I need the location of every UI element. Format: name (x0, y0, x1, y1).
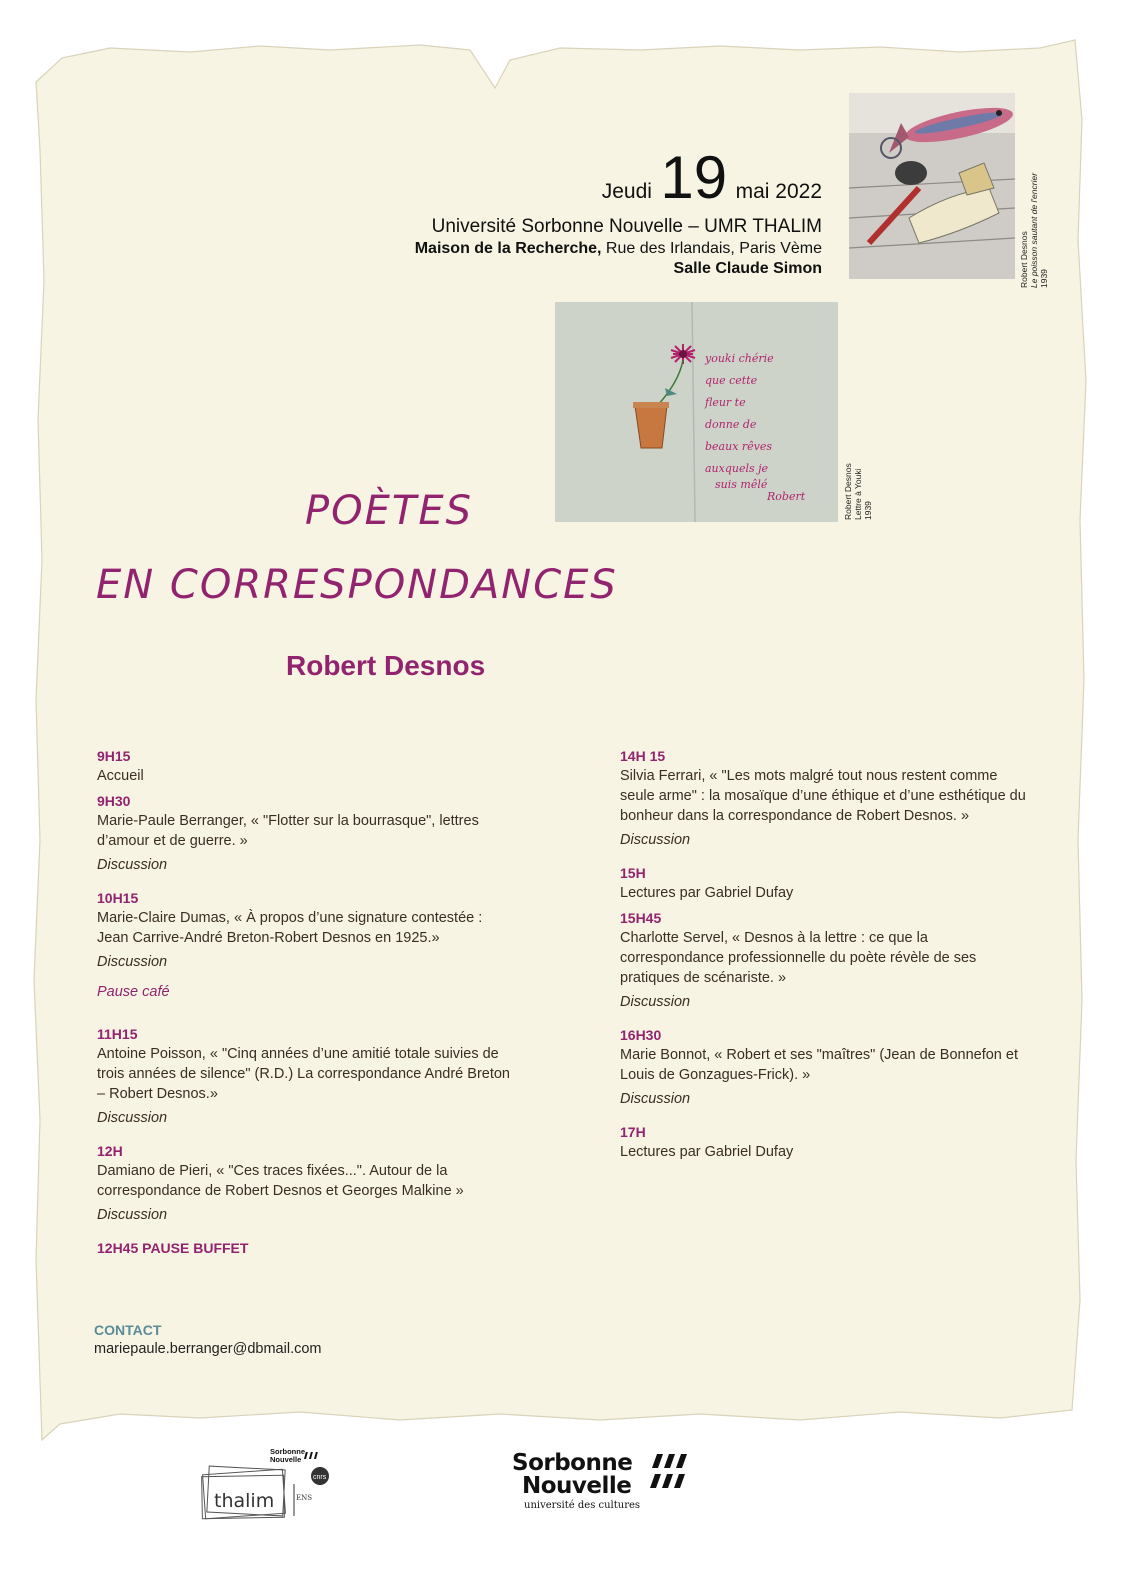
session-desc: Marie-Claire Dumas, « À propos d’une signature contestée : Jean Carrive-André Breton-Robert Desnos en 1925.» (97, 910, 483, 946)
date-month-year: mai 2022 (735, 180, 822, 203)
program-item (97, 1141, 517, 1225)
cnrs-mark: cnrs (313, 1474, 327, 1481)
date-day-number: 19 (660, 144, 728, 211)
sorbonne-wordmark-line1: Sorbonne (512, 1450, 633, 1476)
lunch-buffet: 12H45 PAUSE BUFFET (97, 1240, 249, 1256)
letter-line: fleur te (705, 396, 746, 409)
contact-email[interactable]: mariepaule.berranger@dbmail.com (94, 1341, 322, 1357)
title-line-2: EN CORRESPONDANCES (96, 562, 618, 608)
program-item (620, 1025, 1032, 1109)
program-item (620, 908, 1032, 1012)
caption-year: 1939 (863, 501, 873, 520)
session-time: 17H (620, 1124, 646, 1140)
program-item (97, 1024, 517, 1128)
session-time: 11H15 (97, 1026, 138, 1042)
date-day-word: Jeudi (601, 180, 652, 203)
session-time: 12H (97, 1143, 123, 1159)
artwork-letter-youki (555, 302, 838, 522)
session-time: 10H15 (97, 890, 139, 906)
session-discussion: Discussion (97, 1207, 168, 1223)
session-discussion: Discussion (620, 994, 691, 1010)
room: Salle Claude Simon (673, 260, 822, 277)
venue-name: Maison de la Recherche, (414, 240, 602, 257)
program-item (97, 746, 517, 786)
sorbonne-tagline: université des cultures (524, 1500, 641, 1511)
letter-line: youki chérie (705, 352, 774, 365)
sorbonne-stripes-icon (650, 1454, 687, 1488)
coffee-break: Pause café (97, 984, 170, 1000)
caption-title: Le poisson sautant de l'encrier (1029, 172, 1039, 288)
caption-author: Robert Desnos (843, 463, 853, 520)
event-date (520, 144, 822, 211)
session-discussion: Discussion (620, 832, 691, 848)
program-afternoon (620, 746, 1032, 1167)
artwork-letter-caption (843, 463, 873, 520)
session-desc: Silvia Ferrari, « "Les mots malgré tout nous restent comme seule arme" : la mosaïque d’une éthique et d’une esthétique du bonheur dans la correspondance de Robert Desnos. » (620, 768, 1026, 824)
caption-year: 1939 (1039, 269, 1049, 288)
session-desc: Damiano de Pieri, « "Ces traces fixées...". Autour de la correspondance de Robert Desnos et Georges Malkine » (97, 1163, 464, 1199)
ens-mark: ENS (296, 1494, 313, 1502)
letter-line: Robert (767, 490, 806, 503)
caption-title: Lettre à Youki (853, 468, 863, 520)
letter-line: que cette (705, 374, 758, 387)
letter-line: suis mêlé (715, 478, 768, 491)
session-desc: Marie-Paule Berranger, « "Flotter sur la bourrasque", lettres d’amour et de guerre. » (97, 813, 479, 849)
caption-author: Robert Desnos (1019, 231, 1029, 288)
letter-line: beaux rêves (705, 440, 773, 453)
program-item (97, 791, 517, 875)
thalim-logo (198, 1444, 332, 1528)
program-morning (97, 746, 517, 1258)
title-line-1: POÈTES (305, 488, 473, 534)
program-item (620, 746, 1032, 850)
sorbonne-nouvelle-logo (512, 1448, 702, 1512)
contact-label: CONTACT (94, 1322, 162, 1338)
letter-line: donne de (705, 418, 757, 431)
artwork-fish-caption (1019, 173, 1049, 288)
artwork-fish-inkwell (849, 93, 1015, 279)
session-desc: Lectures par Gabriel Dufay (620, 1144, 794, 1160)
sorbonne-wordmark-line2: Nouvelle (522, 1473, 632, 1499)
institution: Université Sorbonne Nouvelle – UMR THALIM (431, 216, 822, 237)
session-desc: Accueil (97, 768, 144, 784)
program-item (97, 888, 517, 972)
small-sorbonne-line1: Sorbonne (270, 1447, 305, 1456)
program-item (620, 863, 1032, 903)
session-time: 15H (620, 865, 646, 881)
session-time: 15H45 (620, 910, 662, 926)
venue (330, 240, 822, 258)
session-desc: Lectures par Gabriel Dufay (620, 885, 794, 901)
session-desc: Charlotte Servel, « Desnos à la lettre : ce que la correspondance professionnelle du poète révèle de ses pratiques de scénariste. » (620, 930, 977, 986)
session-desc: Marie Bonnot, « Robert et ses "maîtres" (Jean de Bonnefon et Louis de Gonzagues-Frick). » (620, 1047, 1018, 1083)
session-time: 9H30 (97, 793, 131, 809)
small-sorbonne-line2: Nouvelle (270, 1455, 302, 1464)
session-time: 14H 15 (620, 748, 666, 764)
thalim-wordmark: thalim (214, 1490, 275, 1512)
session-discussion: Discussion (620, 1091, 691, 1107)
session-discussion: Discussion (97, 954, 168, 970)
letter-line: auxquels je (705, 462, 769, 475)
session-time: 9H15 (97, 748, 131, 764)
session-discussion: Discussion (97, 1110, 168, 1126)
session-time: 16H30 (620, 1027, 662, 1043)
subtitle: Robert Desnos (286, 650, 486, 681)
session-desc: Antoine Poisson, « "Cinq années d’une amitié totale suivies de trois années de silence" (R.D.) La correspondance André Breton – Robert Desnos.» (97, 1046, 510, 1102)
session-discussion: Discussion (97, 857, 168, 873)
program-item (620, 1122, 1032, 1162)
venue-address: Rue des Irlandais, Paris Vème (601, 240, 822, 257)
